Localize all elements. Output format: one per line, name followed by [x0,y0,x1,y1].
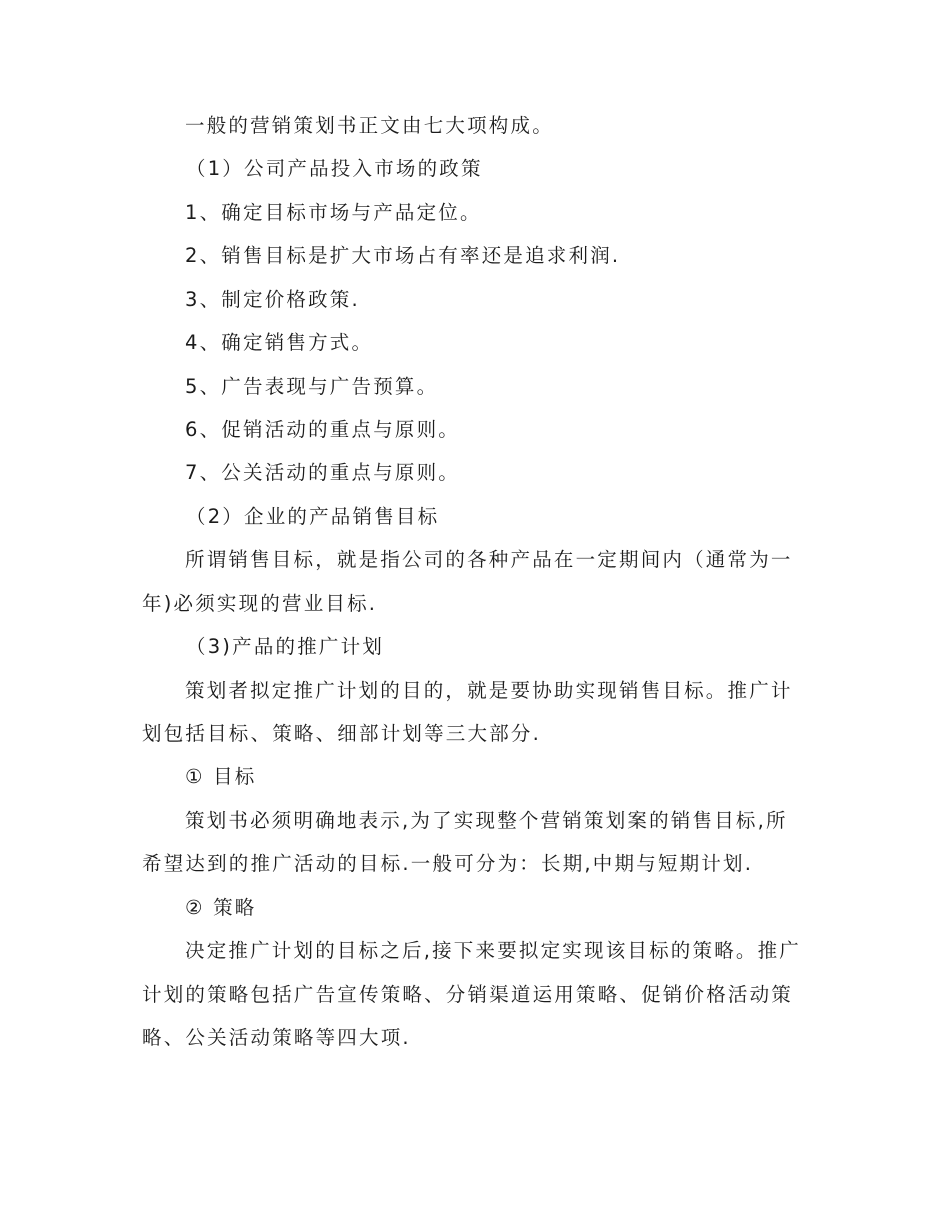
section-1-item-7: 7、公关活动的重点与原则。 [185,461,461,484]
section-1-item-6: 6、促销活动的重点与原则。 [185,418,461,441]
subsection-goal-heading: ① 目标 [185,765,257,788]
section-1-item-3: 3、制定价格政策. [185,288,360,311]
subsection-strategy-line-2: 计划的策略包括广告宣传策略、分销渠道运用策略、促销价格活动策 [142,983,794,1006]
subsection-goal-line-2: 希望达到的推广活动的目标.一般可分为：长期,中期与短期计划. [142,852,754,875]
section-2-paragraph-line-2: 年)必须实现的营业目标. [142,592,378,615]
section-3-heading: （3)产品的推广计划 [186,635,385,658]
section-1-item-4: 4、确定销售方式。 [185,331,374,354]
section-2-paragraph-line-1: 所谓销售目标，就是指公司的各种产品在一定期间内（通常为一 [185,548,793,571]
section-1-heading: （1）公司产品投入市场的政策 [186,157,483,180]
section-2-heading: （2）企业的产品销售目标 [186,505,440,528]
section-1-item-1: 1、确定目标市场与产品定位。 [185,201,482,224]
intro-text: 一般的营销策划书正文由七大项构成。 [185,114,554,137]
section-3-paragraph-line-1: 策划者拟定推广计划的目的，就是要协助实现销售目标。推广计 [185,679,793,702]
section-3-paragraph-line-2: 划包括目标、策略、细部计划等三大部分. [142,722,541,745]
subsection-strategy-heading: ② 策略 [185,896,257,919]
section-1-item-2: 2、销售目标是扩大市场占有率还是追求利润. [185,244,621,267]
subsection-goal-line-1: 策划书必须明确地表示,为了实现整个营销策划案的销售目标,所 [185,809,788,832]
subsection-strategy-line-1: 决定推广计划的目标之后,接下来要拟定实现该目标的策略。推广 [185,939,801,962]
subsection-strategy-line-3: 略、公关活动策略等四大项. [142,1026,411,1049]
section-1-item-5: 5、广告表现与广告预算。 [185,375,439,398]
